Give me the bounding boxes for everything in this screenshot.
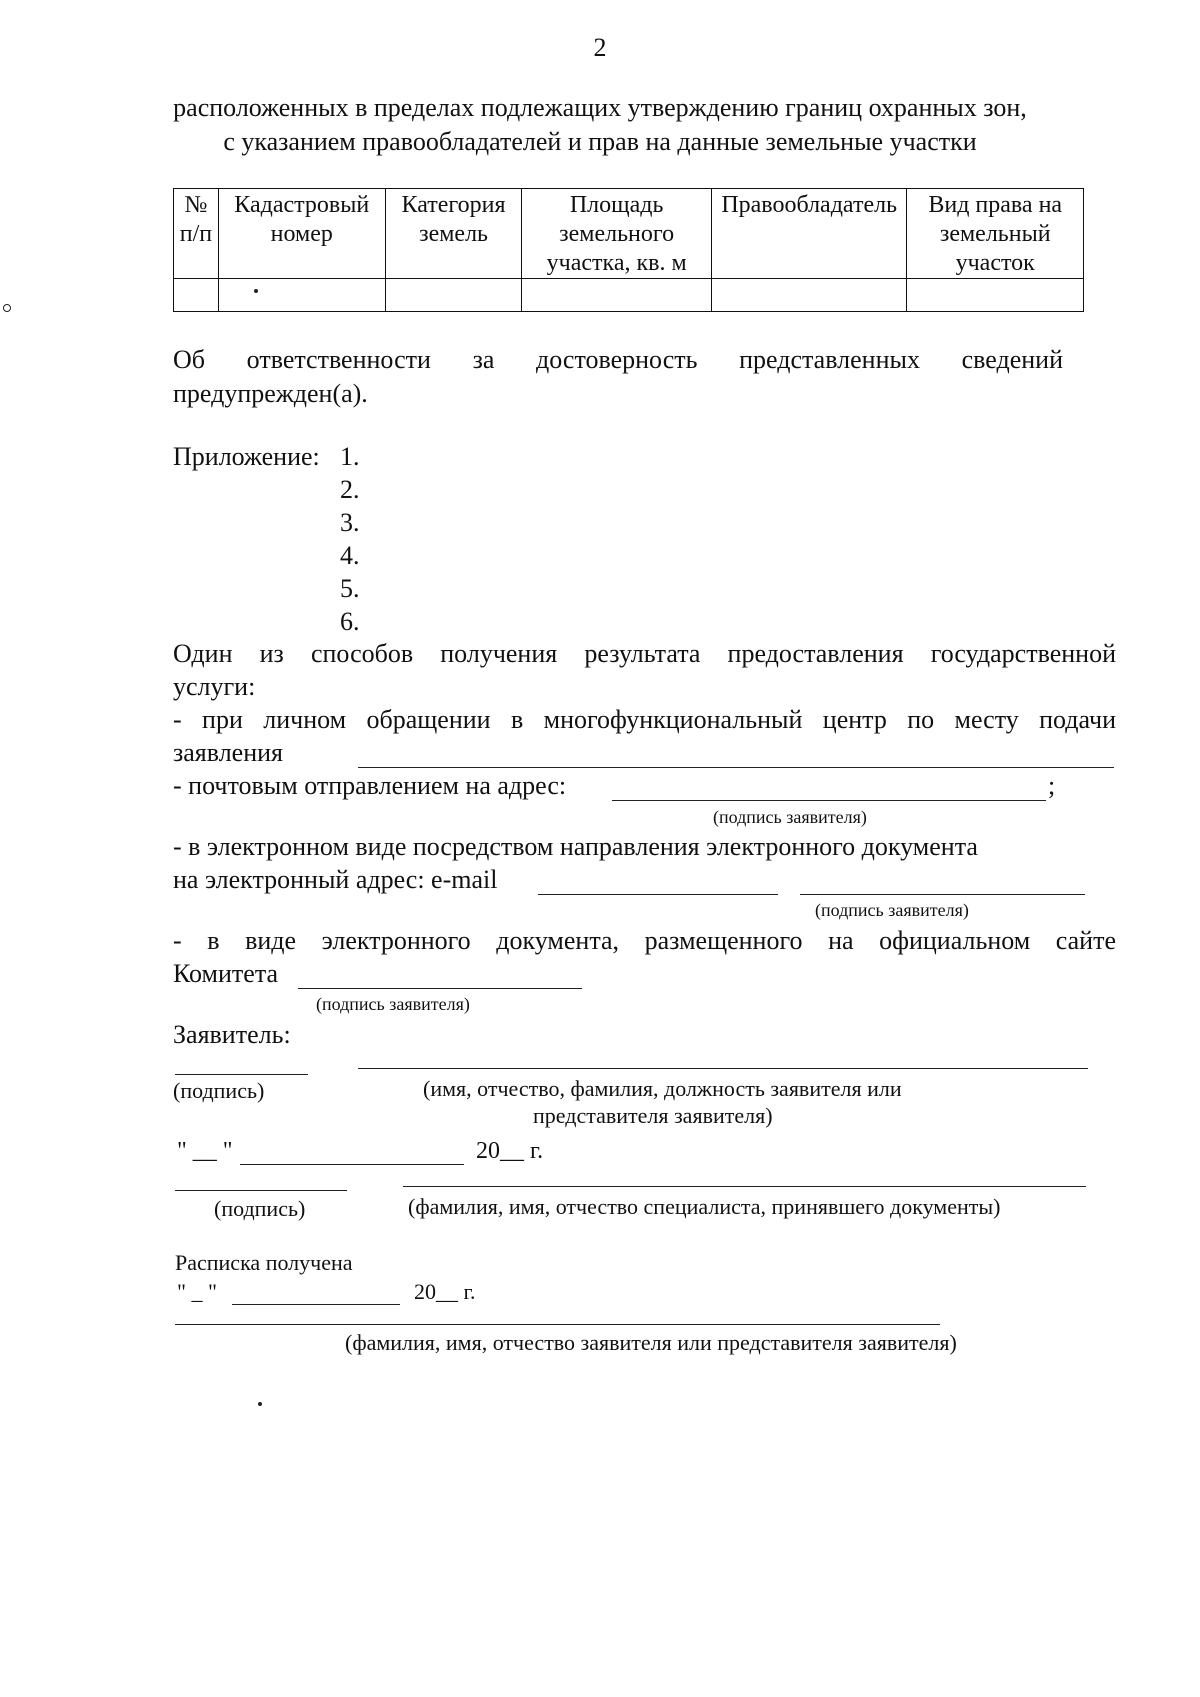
method-site-line-1: - в виде электронного документа, размещенного на официальном сайте [173,926,1116,955]
word: ответственности [246,345,431,374]
applicant-signature-caption: (подпись) [173,1078,265,1103]
site-signature-caption: (подпись заявителя) [316,994,470,1014]
column-header-land-category: Категория земель [385,189,522,279]
appendix-item: 4. [340,541,360,570]
method-site-label: Комитета [173,959,279,988]
post-line-end: ; [1048,771,1056,800]
specialist-name-line [403,1186,1086,1187]
email-signature-caption: (подпись заявителя) [815,900,969,920]
mfc-fill-line [358,767,1114,768]
applicant-label: Заявитель: [173,1020,291,1049]
receipt-label: Расписка получена [175,1250,353,1275]
appendix-label: Приложение: [173,442,320,471]
heading-line-1: расположенных в пределах подлежащих утверждению границ охранных зон, [173,93,1027,122]
method-mfc-line-2: заявления [173,738,284,767]
table-cell [385,279,522,312]
applicant-date-year: 20__ г. [476,1138,544,1164]
table-cell [218,279,385,312]
word: сведений [961,345,1063,374]
column-header-right-holder: Правообладатель [711,189,907,279]
scan-speck [254,289,258,293]
word: за [472,345,495,374]
receipt-name-caption: (фамилия, имя, отчество заявителя или представителя заявителя) [345,1330,957,1355]
specialist-signature-line [175,1190,347,1191]
table-cell [907,279,1084,312]
post-signature-caption: (подпись заявителя) [713,807,867,827]
post-address-fill-line [612,800,1046,801]
scan-hole-mark [3,304,11,312]
page-number: 2 [593,33,607,62]
method-post-label: - почтовым отправлением на адрес: [173,771,567,800]
column-header-area: Площадь земельного участка, кв. м [522,189,711,279]
table-row [174,279,1084,312]
column-header-number: № п/п [174,189,219,279]
method-mfc-line-1: - при личном обращении в многофункциональный центр по месту подачи [173,705,1116,734]
heading-line-2: с указанием правообладателей и прав на данные земельные участки [223,127,977,156]
receipt-name-line [175,1324,940,1325]
word: представленных [739,345,920,374]
email-fill-line [538,894,778,895]
appendix-item: 3. [340,508,360,537]
methods-intro-line-1: Один из способов получения результата предоставления государственной [173,639,1116,668]
column-header-cadastral-number: Кадастровый номер [218,189,385,279]
appendix-item: 2. [340,475,360,504]
appendix-item: 5. [340,574,360,603]
column-header-right-type: Вид права на земельный участок [907,189,1084,279]
email-signature-line [800,894,1085,895]
applicant-name-line [358,1068,1088,1069]
receipt-date-day: " _ " [177,1279,217,1304]
applicant-date-month-line [240,1164,464,1165]
appendix-item: 1. [340,442,360,471]
word: достоверность [536,345,698,374]
table-header-row [174,189,1084,279]
land-plots-table [173,188,1084,312]
applicant-signature-line [175,1074,308,1075]
appendix-item: 6. [340,607,360,636]
table-cell [522,279,711,312]
receipt-date-year: 20__ г. [414,1279,476,1304]
responsibility-line-2: предупрежден(а). [173,379,368,408]
responsibility-line-1 [173,344,1063,376]
scan-speck [258,1402,262,1406]
receipt-date-month-line [232,1304,400,1305]
site-signature-line [298,988,582,989]
table-cell [174,279,219,312]
applicant-name-caption-line-2: представителя заявителя) [533,1103,773,1128]
table-cell [711,279,907,312]
applicant-name-caption-line-1: (имя, отчество, фамилия, должность заявителя или [423,1076,902,1101]
methods-intro-line-2: услуги: [173,672,256,701]
method-email-label: на электронный адрес: e-mail [173,865,498,894]
specialist-name-caption: (фамилия, имя, отчество специалиста, принявшего документы) [408,1194,1001,1219]
method-email-line-1: - в электронном виде посредством направления электронного документа [173,832,978,861]
applicant-date-day: " __ " [177,1138,233,1164]
specialist-signature-caption: (подпись) [214,1196,306,1221]
word: Об [173,345,206,374]
